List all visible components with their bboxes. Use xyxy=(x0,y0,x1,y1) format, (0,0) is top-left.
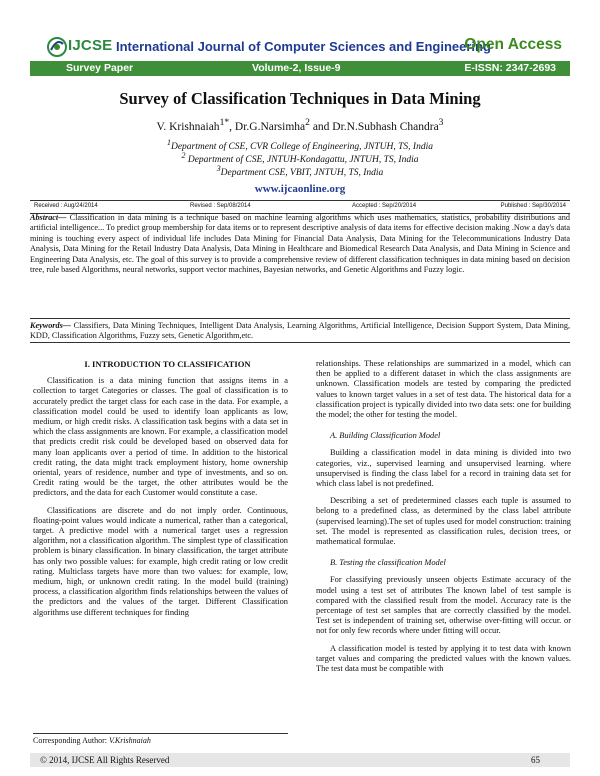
abstract xyxy=(30,213,570,275)
author-3-sup: 3 xyxy=(438,117,444,128)
date-accepted: Accepted : Sep/20/2014 xyxy=(352,203,417,209)
open-access-label: Open Access xyxy=(464,36,562,53)
author-3: and Dr.N.Subhash Chandra xyxy=(309,120,439,133)
paragraph: Classification is a data mining function that assigns items in a collection to target Categories or classes. The goal of classification is to accurately predict the target class for each case in the data. For example, a classification model could be used to identify loan applicants as low, medium, or high credit risks. A classification task begins with a data set in which the class assignments are known. For example, a classification model that predicts credit risk could be developed based on observed data for many loan applicants over a period of time. In addition to the historical credit rating, the data might track employment history, home ownership oriental, years of residence, number and type of investments, and so on. Credit rating would be the target, the other attributes would be the predictors, and the data for each Customer would constitute a case. xyxy=(33,376,288,498)
page-footer xyxy=(30,753,570,767)
journal-logo-icon xyxy=(46,36,68,58)
affiliation-2-sup: 2 xyxy=(181,151,186,160)
date-published: Published : Sep/30/2014 xyxy=(500,203,566,209)
abstract-text: Classification in data mining is a technique based on machine learning algorithms which uses mathematics, statistics, probability distributions and artificial intelligence... To predict group membership for data items or to represent descriptive analysis of data items for effective decision making .Now a day's data mining is touching every aspect of individual life includes Data Mining for Financial Data Analysis, Data Mining for the Telecommunications Industry Data Analysis, Data Mining for the Retail Industry Data Analysis, Data Mining in Healthcare and Biomedical Research Data Analysis, and Data Mining in Science and Engineering Data Analysis, etc. The goal of this survey is to provide a comprehensive review of different classification techniques in data mining based on decision tree, rule based Algorithms, neural networks, support vector machines, Bayesian networks, and Genetic Algorithms and Fuzzy logic. xyxy=(30,213,570,275)
page-number: 65 xyxy=(531,755,540,765)
paragraph: Classifications are discrete and do not imply order. Continuous, floating-point values would indicate a numerical, rather than a categorical, target. A predictive model with a numerical target uses a regression algorithm, not a classification algorithm. The simplest type of classification problem is binary classification. In binary classification, the target attribute has only two possible values: for example, high credit rating or low credit rating. Multiclass targets have more than two values: for example, low, medium, high, or unknown credit rating. In the model build (training) process, a classification algorithm finds relationships between the values of the predictors and the values of the target. Different Classification algorithms use different techniques for finding xyxy=(33,505,288,617)
author-line xyxy=(30,117,570,133)
paragraph: relationships. These relationships are summarized in a model, which can then be applied to a different dataset in which the class assignments are unknown. Classification models are tested by comparing the predicted values to known target values in a set of test data. The historical data for a classification project is typically divided into two data sets: one for building the model; the other for testing the model. xyxy=(316,359,571,420)
keywords-label: Keywords— xyxy=(30,321,71,330)
journal-name: International Journal of Computer Sciences and Engineering xyxy=(116,39,491,54)
author-1: V. Krishnaiah xyxy=(156,120,220,133)
affiliation-3-sup: 3 xyxy=(216,164,221,173)
paragraph: Building a classification model in data mining is divided into two categories, viz., supervised learning and unsupervised learning. where unsupervised is finding the class label for a record in training data set for which class label is not predefined. xyxy=(316,448,571,489)
journal-website-link[interactable]: www.ijcaonline.org xyxy=(254,183,346,195)
paper-type: Survey Paper xyxy=(66,62,134,74)
keywords-text: Classifiers, Data Mining Techniques, Intelligent Data Analysis, Learning Algorithms, Artificial Intelligence, Decision Support System, Data Mining, KDD, Classification Algorithms, Fuzzy sets, Genetic Algorithm,etc. xyxy=(30,321,570,341)
masthead xyxy=(30,34,570,60)
section-heading: I. INTRODUCTION TO CLASSIFICATION xyxy=(84,359,251,369)
subsection-heading-b: B. Testing the classification Model xyxy=(330,558,446,568)
dates-strip xyxy=(30,200,570,214)
affiliation-1-sup: 1 xyxy=(167,138,171,147)
issn: E-ISSN: 2347-2693 xyxy=(464,62,556,74)
affiliation-3-text: Department CSE, VBIT, JNTUH, TS, India xyxy=(220,168,384,179)
paragraph: For classifying previously unseen objects Estimate accuracy of the model using a test set of attributes The known label of test sample is compared with the classified result from the model. Accuracy rate is the percentage of test set samples that are correctly classified by the model. Test set is independent of training set, otherwise over-fitting will occur. or not for only few records where under fitting will occur. xyxy=(316,575,571,636)
paragraph: A classification model is tested by applying it to test data with known target values and comparing the predicted values with the known values. The test data must be compatible with xyxy=(316,643,571,674)
right-column xyxy=(316,359,571,681)
affiliation-2-text: Department of CSE, JNTUH-Kondagattu, JNTUH, TS, India xyxy=(185,155,419,166)
subsection-heading-a: A. Building Classification Model xyxy=(330,431,441,441)
abstract-label: Abstract— xyxy=(30,213,67,222)
corresponding-label: Corresponding Author: xyxy=(33,736,109,745)
author-2-sup: 2 xyxy=(305,117,310,128)
paragraph: Describing a set of predetermined classes each tuple is assumed to belong to a predefined class, as determined by the class label attribute (supervised learning).The set of tuples used for model construction: training set. The model is represented as classification rules, decision trees, or mathematical formulae. xyxy=(316,496,571,547)
paper-title: Survey of Classification Techniques in Data Mining xyxy=(119,89,481,108)
date-received: Received : Aug/24/2014 xyxy=(34,203,98,209)
author-1-sup: 1* xyxy=(219,117,230,128)
journal-logo-text: IJCSE xyxy=(68,37,113,54)
copyright: © 2014, IJCSE All Rights Reserved xyxy=(40,755,170,765)
keywords-divider xyxy=(30,342,570,343)
affiliation-3 xyxy=(30,164,570,178)
corresponding-author xyxy=(33,733,288,745)
affiliation-1-text: Department of CSE, CVR College of Engineering, JNTUH, TS, India xyxy=(170,142,433,153)
author-2: , Dr.G.Narsimha xyxy=(229,120,306,133)
keywords xyxy=(30,318,570,342)
date-revised: Revised : Sep/08/2014 xyxy=(190,203,251,209)
left-column xyxy=(33,359,288,625)
volume-issue: Volume-2, Issue-9 xyxy=(252,62,341,74)
corresponding-name: V.Krishnaiah xyxy=(109,736,151,745)
issue-band xyxy=(30,61,570,76)
